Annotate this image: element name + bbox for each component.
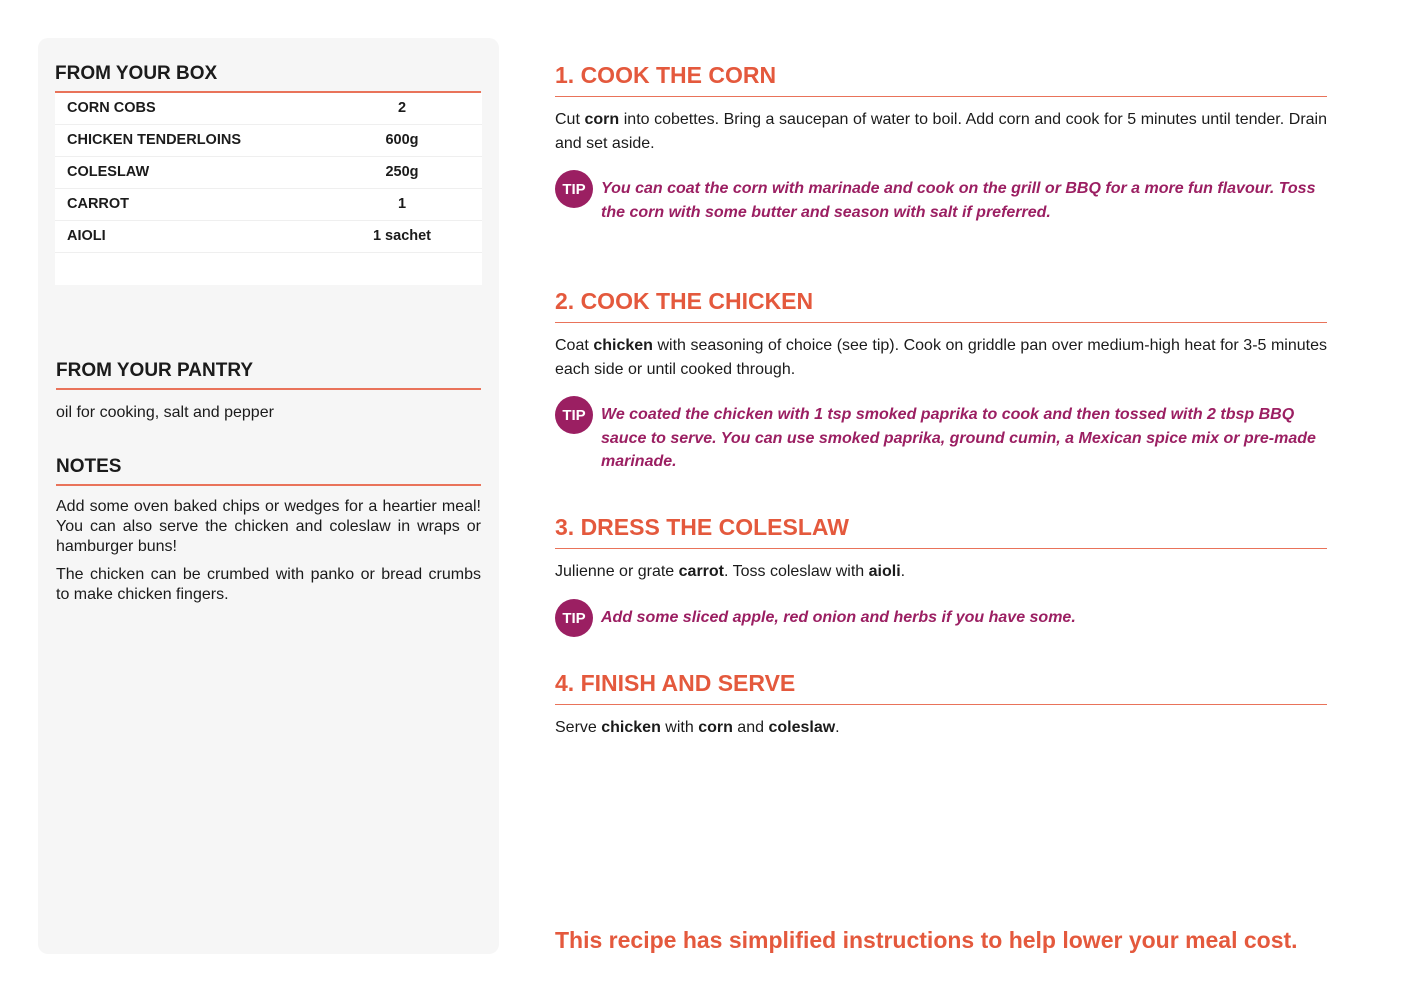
ingredient-qty: 2	[397, 100, 407, 116]
step-2-body	[555, 334, 1327, 381]
table-row	[55, 221, 482, 253]
ingredient-name: COLESLAW	[67, 164, 150, 180]
step-3-body	[555, 560, 1327, 584]
text-run: into cobettes. Bring a saucepan of water to boil. Add corn and cook for 5 minutes until tender. Drain and set aside.	[555, 111, 1327, 152]
tip-badge: TIP	[555, 170, 593, 208]
text-run: . Toss coleslaw with	[724, 563, 869, 580]
ingredient-qty: 1 sachet	[372, 228, 432, 244]
text-run: Julienne or grate	[555, 563, 679, 580]
ingredient-qty: 1	[397, 196, 407, 212]
ingredient-name: AIOLI	[67, 228, 106, 244]
step-1-body	[555, 108, 1327, 155]
notes-heading: NOTES	[56, 456, 481, 486]
text-run: .	[900, 563, 906, 580]
step-4-heading: 4. FINISH AND SERVE	[555, 670, 1327, 705]
tip-badge: TIP	[555, 396, 593, 434]
table-row	[55, 157, 482, 189]
bold-ingredient: corn	[698, 719, 733, 736]
bold-ingredient: chicken	[601, 719, 661, 736]
notes-paragraph: Add some oven baked chips or wedges for a heartier meal! You can also serve the chicken and coleslaw in wraps or hamburger buns!	[56, 498, 481, 555]
ingredient-qty: 250g	[385, 164, 419, 180]
text-run: Serve	[555, 719, 602, 736]
ingredient-qty: 600g	[385, 132, 419, 148]
step-2-heading: 2. COOK THE CHICKEN	[555, 288, 1327, 323]
tip-text: We coated the chicken with 1 tsp smoked paprika to cook and then tossed with 2 tbsp BBQ sauce to serve. You can use smoked paprika, ground cumin, a Mexican spice mix or pre-made marinade.	[601, 406, 1316, 470]
tip-text: You can coat the corn with marinade and cook on the grill or BBQ for a more fun flavour. Toss the corn with some butter and season with salt if preferred.	[601, 180, 1316, 221]
text-run: with seasoning of choice (see tip). Cook on griddle pan over medium-high heat for 3-5 minutes each side or until cooked through.	[555, 337, 1328, 378]
text-run: and	[732, 719, 769, 736]
ingredients-panel	[38, 38, 499, 954]
tip-text: Add some sliced apple, red onion and herbs if you have some.	[601, 609, 1076, 626]
ingredient-name: CORN COBS	[67, 100, 156, 116]
pantry-items-text: oil for cooking, salt and pepper	[56, 404, 274, 421]
step-4-body	[555, 716, 1327, 740]
bold-ingredient: aioli	[868, 563, 901, 580]
bold-ingredient: corn	[584, 111, 620, 128]
from-your-box-heading: FROM YOUR BOX	[55, 63, 481, 93]
text-run: Cut	[555, 111, 585, 128]
text-run: Coat	[555, 337, 594, 354]
table-row	[55, 125, 482, 157]
bold-ingredient: chicken	[593, 337, 653, 354]
ingredient-name: CHICKEN TENDERLOINS	[67, 132, 242, 148]
box-ingredients-table	[55, 93, 482, 285]
step-1-heading: 1. COOK THE CORN	[555, 62, 1327, 97]
footer-note: This recipe has simplified instructions to help lower your meal cost.	[555, 927, 1298, 953]
notes-body	[56, 497, 481, 613]
table-row	[55, 189, 482, 221]
text-run: .	[835, 719, 840, 736]
from-your-pantry-heading: FROM YOUR PANTRY	[56, 360, 481, 390]
tip-badge: TIP	[555, 599, 593, 637]
text-run: with	[660, 719, 699, 736]
bold-ingredient: carrot	[678, 563, 724, 580]
table-row	[55, 93, 482, 125]
bold-ingredient: coleslaw	[768, 719, 836, 736]
notes-paragraph: The chicken can be crumbed with panko or bread crumbs to make chicken fingers.	[56, 566, 481, 603]
ingredient-name: CARROT	[67, 196, 130, 212]
step-3-heading: 3. DRESS THE COLESLAW	[555, 514, 1327, 549]
